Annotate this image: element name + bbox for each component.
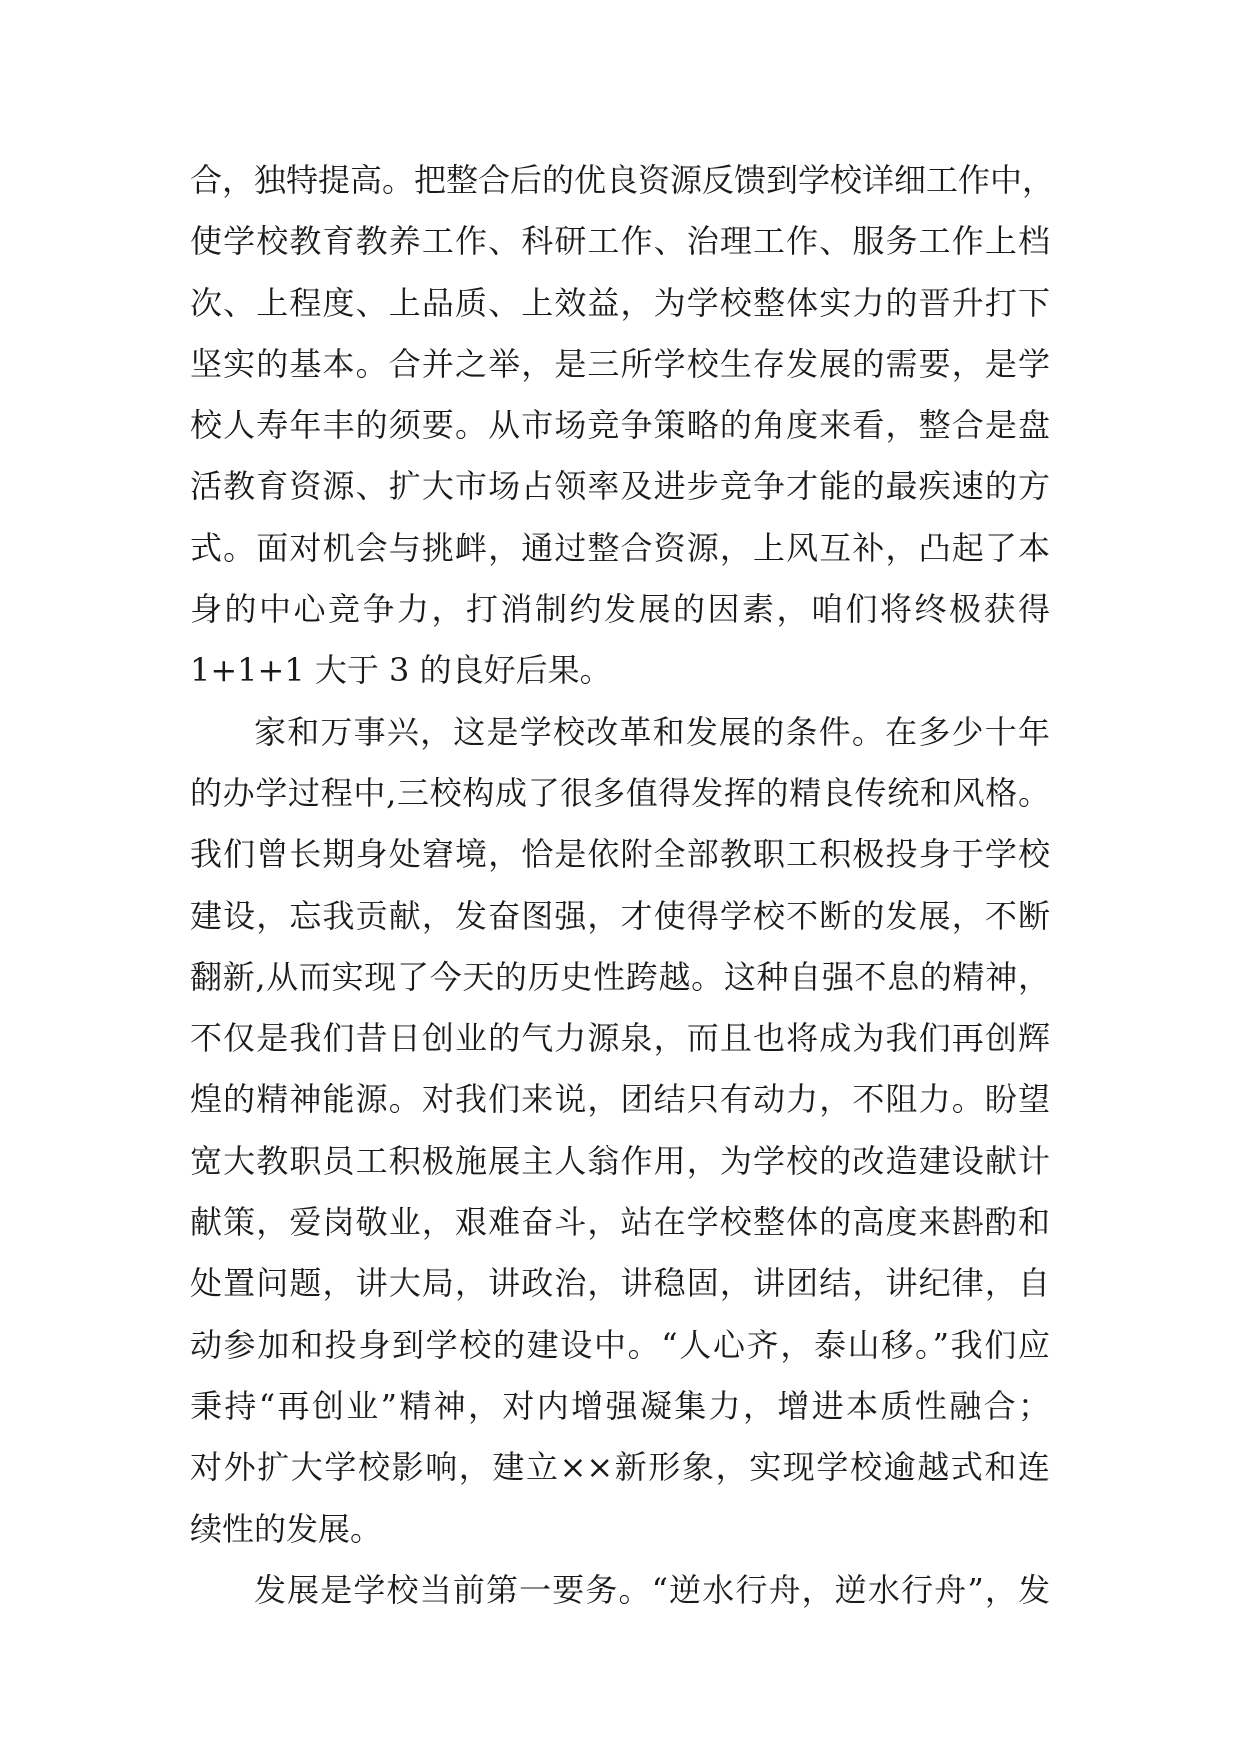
text-line: 发展是学校当前第一要务。“逆水行舟，逆水行舟”，发 <box>254 1570 1050 1609</box>
text-line: 使学校教育教养工作、科研工作、治理工作、服务工作上档 <box>190 222 1050 261</box>
text-line: 动参加和投身到学校的建设中。“人心齐，泰山移。”我们应 <box>190 1325 1050 1364</box>
document-body <box>190 150 1055 1621</box>
text-line: 身的中心竞争力，打消制约发展的因素，咱们将终极获得 <box>190 590 1050 629</box>
text-line: 1+1+1 大于 3 的良好后果。 <box>190 651 612 690</box>
text-line: 合，独特提高。把整合后的优良资源反馈到学校详细工作中， <box>190 161 1055 199</box>
text-line: 我们曾长期身处窘境，恰是依附全部教职工积极投身于学校 <box>190 835 1050 874</box>
text-line: 不仅是我们昔日创业的气力源泉，而且也将成为我们再创辉 <box>190 1019 1050 1058</box>
text-line: 家和万事兴，这是学校改革和发展的条件。在多少十年 <box>254 712 1050 751</box>
text-line: 式。面对机会与挑衅，通过整合资源，上风互补，凸起了本 <box>190 528 1050 567</box>
text-line: 续性的发展。 <box>190 1509 383 1548</box>
text-line: 校人寿年丰的须要。从市场竞争策略的角度来看，整合是盘 <box>190 406 1050 445</box>
text-line: 对外扩大学校影响，建立××新形象，实现学校逾越式和连 <box>190 1448 1050 1487</box>
text-line: 翻新,从而实现了今天的历史性跨越。这种自强不息的精神， <box>190 957 1050 996</box>
paragraph-development <box>190 1560 1050 1621</box>
text-line: 次、上程度、上品质、上效益，为学校整体实力的晋升打下 <box>190 283 1050 322</box>
text-line: 献策，爱岗敬业，艰难奋斗，站在学校整体的高度来斟酌和 <box>190 1203 1050 1242</box>
text-line: 活教育资源、扩大市场占领率及进步竞争才能的最疾速的方 <box>190 467 1050 506</box>
text-line: 处置问题，讲大局，讲政治，讲稳固，讲团结，讲纪律，自 <box>190 1264 1050 1303</box>
paragraph-unity <box>190 702 1050 1560</box>
paragraph-integration-conclusion <box>190 150 1055 702</box>
text-line: 坚实的基本。合并之举，是三所学校生存发展的需要，是学 <box>190 344 1050 383</box>
text-line: 煌的精神能源。对我们来说，团结只有动力，不阻力。盼望 <box>190 1080 1050 1119</box>
text-line: 秉持“再创业”精神，对内增强凝集力，增进本质性融合； <box>190 1386 1050 1425</box>
text-line: 建设，忘我贡献，发奋图强，才使得学校不断的发展，不断 <box>190 896 1050 935</box>
text-line: 的办学过程中,三校构成了很多值得发挥的精良传统和风格。 <box>190 773 1050 812</box>
text-line: 宽大教职员工积极施展主人翁作用，为学校的改造建设献计 <box>190 1141 1050 1180</box>
